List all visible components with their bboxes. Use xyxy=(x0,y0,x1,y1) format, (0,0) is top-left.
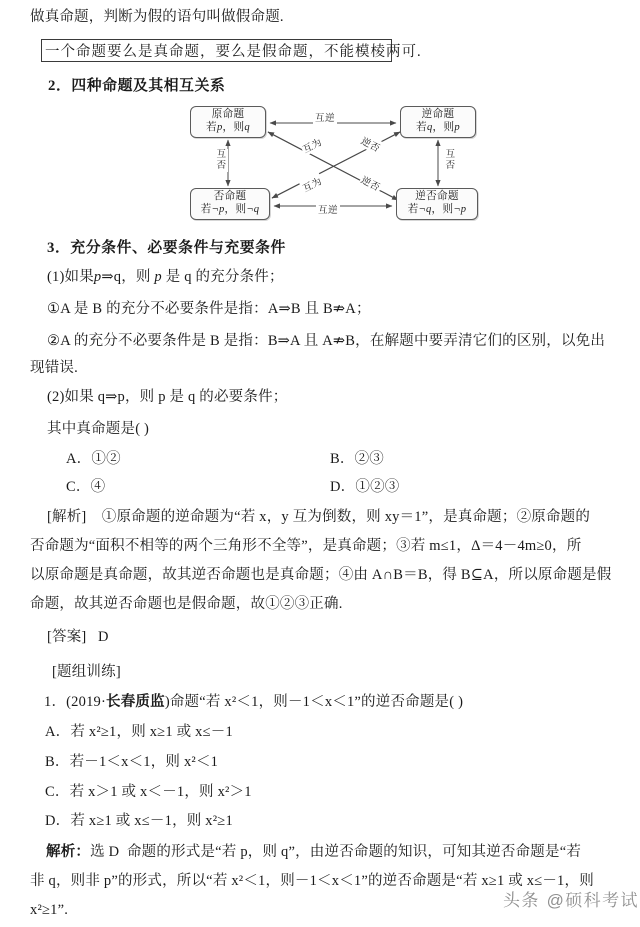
q1-choice-b-key: B． xyxy=(45,754,70,770)
node-title: 逆否命题 xyxy=(415,191,459,202)
question-stem: 其中真命题是( ) xyxy=(47,421,150,437)
choice-c-key: C． xyxy=(66,479,91,495)
q1-choice-b xyxy=(45,753,218,773)
analysis-tag: [解析] xyxy=(47,509,87,525)
q1-text: 命题“若 x²＜1，则－1＜x＜1”的逆否命题是( ) xyxy=(169,694,464,710)
q1-source-name: 长春质监 xyxy=(106,694,165,710)
edge-label-diag-lower-contrapositive: 逆否 xyxy=(358,172,384,194)
section3-sub-2-text: ②A 的充分不必要条件是 B 是指：B⇒A 且 A⇏B，在解题中要弄清它们的区别，以免出 xyxy=(47,333,606,349)
choice-a-text: ①② xyxy=(91,451,121,467)
edge-label-diag-upper-contrapositive: 逆否 xyxy=(358,133,384,155)
practice-question-1 xyxy=(44,693,463,713)
section-2-heading: 2．四种命题及其相互关系 xyxy=(48,78,226,94)
node-body: 若q，则p xyxy=(416,121,460,133)
analysis-line-1 xyxy=(47,508,590,528)
answer-value: D xyxy=(97,629,109,645)
node-title: 逆命题 xyxy=(421,109,455,120)
edge-label-left-mutually-negative: 互否 xyxy=(216,149,227,171)
diagram-node-original-proposition xyxy=(190,106,266,138)
practice-section-tag: [题组训练] xyxy=(52,664,121,680)
choice-d xyxy=(330,478,399,498)
analysis-line-4: 命题，故其逆否命题也是假命题，故①②③正确. xyxy=(30,596,343,612)
choice-b-key: B． xyxy=(330,451,355,467)
q1-choice-c-text: 若 x＞1 或 x＜－1，则 x²＞1 xyxy=(69,784,252,800)
answer-row xyxy=(47,628,109,648)
item1-prefix: (1)如果 xyxy=(47,269,94,285)
solution-line-1-text: 命题的形式是“若 p，则 q”，由逆否命题的知识，可知其逆否命题是“若 xyxy=(126,844,582,860)
item1-q: q xyxy=(113,269,122,285)
answer-tag: [答案] xyxy=(47,629,87,645)
item1-arrow: ⇒ xyxy=(101,269,114,285)
boxed-note-text: 一个命题要么是真命题，要么是假命题，不能模棱两可. xyxy=(45,44,422,60)
q1-choice-d-text: 若 x≥1 或 x≤－1，则 x²≥1 xyxy=(70,813,233,829)
analysis-line-3: 以原命题是真命题，故其逆否命题也是真命题；④由 A∩B＝B，得 B⊆A，所以原命题是假 xyxy=(30,567,612,583)
section3-sub-2-continued: 现错误. xyxy=(30,360,78,376)
diagram-node-converse-proposition xyxy=(400,106,476,138)
item1-p: p xyxy=(93,269,102,285)
edge-label-bottom-mutually-converse: 互逆 xyxy=(316,202,340,216)
q1-source-suffix: ) xyxy=(164,694,170,710)
choice-c-text: ④ xyxy=(90,479,106,495)
choice-d-key: D． xyxy=(330,479,356,495)
section3-item-2: (2)如果 q⇒p，则 p 是 q 的必要条件； xyxy=(47,389,288,405)
solution-tag: 解析： xyxy=(46,844,91,860)
node-title: 原命题 xyxy=(211,109,245,120)
q1-choice-a xyxy=(45,723,233,743)
boxed-note xyxy=(41,39,422,62)
intro-line: 做真命题，判断为假的语句叫做假命题. xyxy=(30,9,284,25)
item1-suffix: 是 q 的充分条件； xyxy=(165,269,284,285)
q1-choice-b-text: 若－1＜x＜1，则 x²＜1 xyxy=(69,754,219,770)
analysis-line-2: 否命题为“面积不相等的两个三角形不全等”，是真命题；③若 m≤1，Δ＝4－4m≥0，所 xyxy=(30,538,582,554)
q1-source-prefix: (2019· xyxy=(66,694,107,710)
edge-label-diag-upper-mutual: 互为 xyxy=(299,134,325,156)
choice-a-key: A． xyxy=(66,451,92,467)
q1-solution-line-2: 非 q，则非 p”的形式，所以“若 x²＜1，则－1＜x＜1”的逆否命题是“若 x≥1 或 x≤－1，则 xyxy=(30,873,594,889)
watermark-handle: @硕科考试 xyxy=(546,891,639,910)
section3-item-1 xyxy=(47,268,284,288)
q1-solution-line-3: x²≥1”. xyxy=(30,902,69,918)
edge-label-diag-lower-mutual: 互为 xyxy=(299,173,325,195)
choice-a xyxy=(66,450,121,470)
diagram-node-contrapositive-proposition xyxy=(396,188,478,220)
node-title: 否命题 xyxy=(213,191,247,202)
choice-b-text: ②③ xyxy=(354,451,384,467)
choice-c xyxy=(66,478,105,498)
analysis-line-1-text: ①原命题的逆命题为“若 x，y 互为倒数，则 xy＝1”，是真命题；②原命题的 xyxy=(101,509,591,525)
q1-choice-a-text: 若 x²≥1，则 x≥1 或 x≤－1 xyxy=(70,724,233,740)
q1-choice-d xyxy=(45,812,233,832)
choice-d-text: ①②③ xyxy=(355,479,400,495)
diagram-node-inverse-proposition xyxy=(190,188,270,220)
node-body: 若¬p，则¬q xyxy=(200,203,260,215)
section-3-heading: 3．充分条件、必要条件与充要条件 xyxy=(47,240,286,256)
section3-sub-1-text: ①A 是 B 的充分不必要条件是指：A⇒B 且 B⇏A； xyxy=(47,301,371,317)
node-body: 若¬q，则¬p xyxy=(407,203,467,215)
solution-choice: 选 D xyxy=(90,844,120,860)
item1-mid: ，则 xyxy=(121,269,151,285)
section3-sub-2 xyxy=(47,332,605,352)
item1-p2: p xyxy=(154,269,162,285)
q1-number: 1． xyxy=(44,694,67,710)
edge-label-top-mutually-converse: 互逆 xyxy=(313,110,337,124)
q1-choice-a-key: A． xyxy=(45,724,71,740)
watermark xyxy=(503,886,639,911)
four-propositions-diagram xyxy=(188,104,480,224)
watermark-prefix: 头条 xyxy=(503,891,540,911)
q1-choice-c xyxy=(45,783,252,803)
q1-choice-c-key: C． xyxy=(45,784,70,800)
node-body: 若p，则q xyxy=(206,121,250,133)
q1-solution-line-1 xyxy=(46,843,581,863)
q1-choice-d-key: D． xyxy=(45,813,71,829)
edge-label-right-mutually-negative: 互否 xyxy=(445,149,456,171)
choice-b xyxy=(330,450,384,470)
section3-sub-1 xyxy=(47,300,371,320)
